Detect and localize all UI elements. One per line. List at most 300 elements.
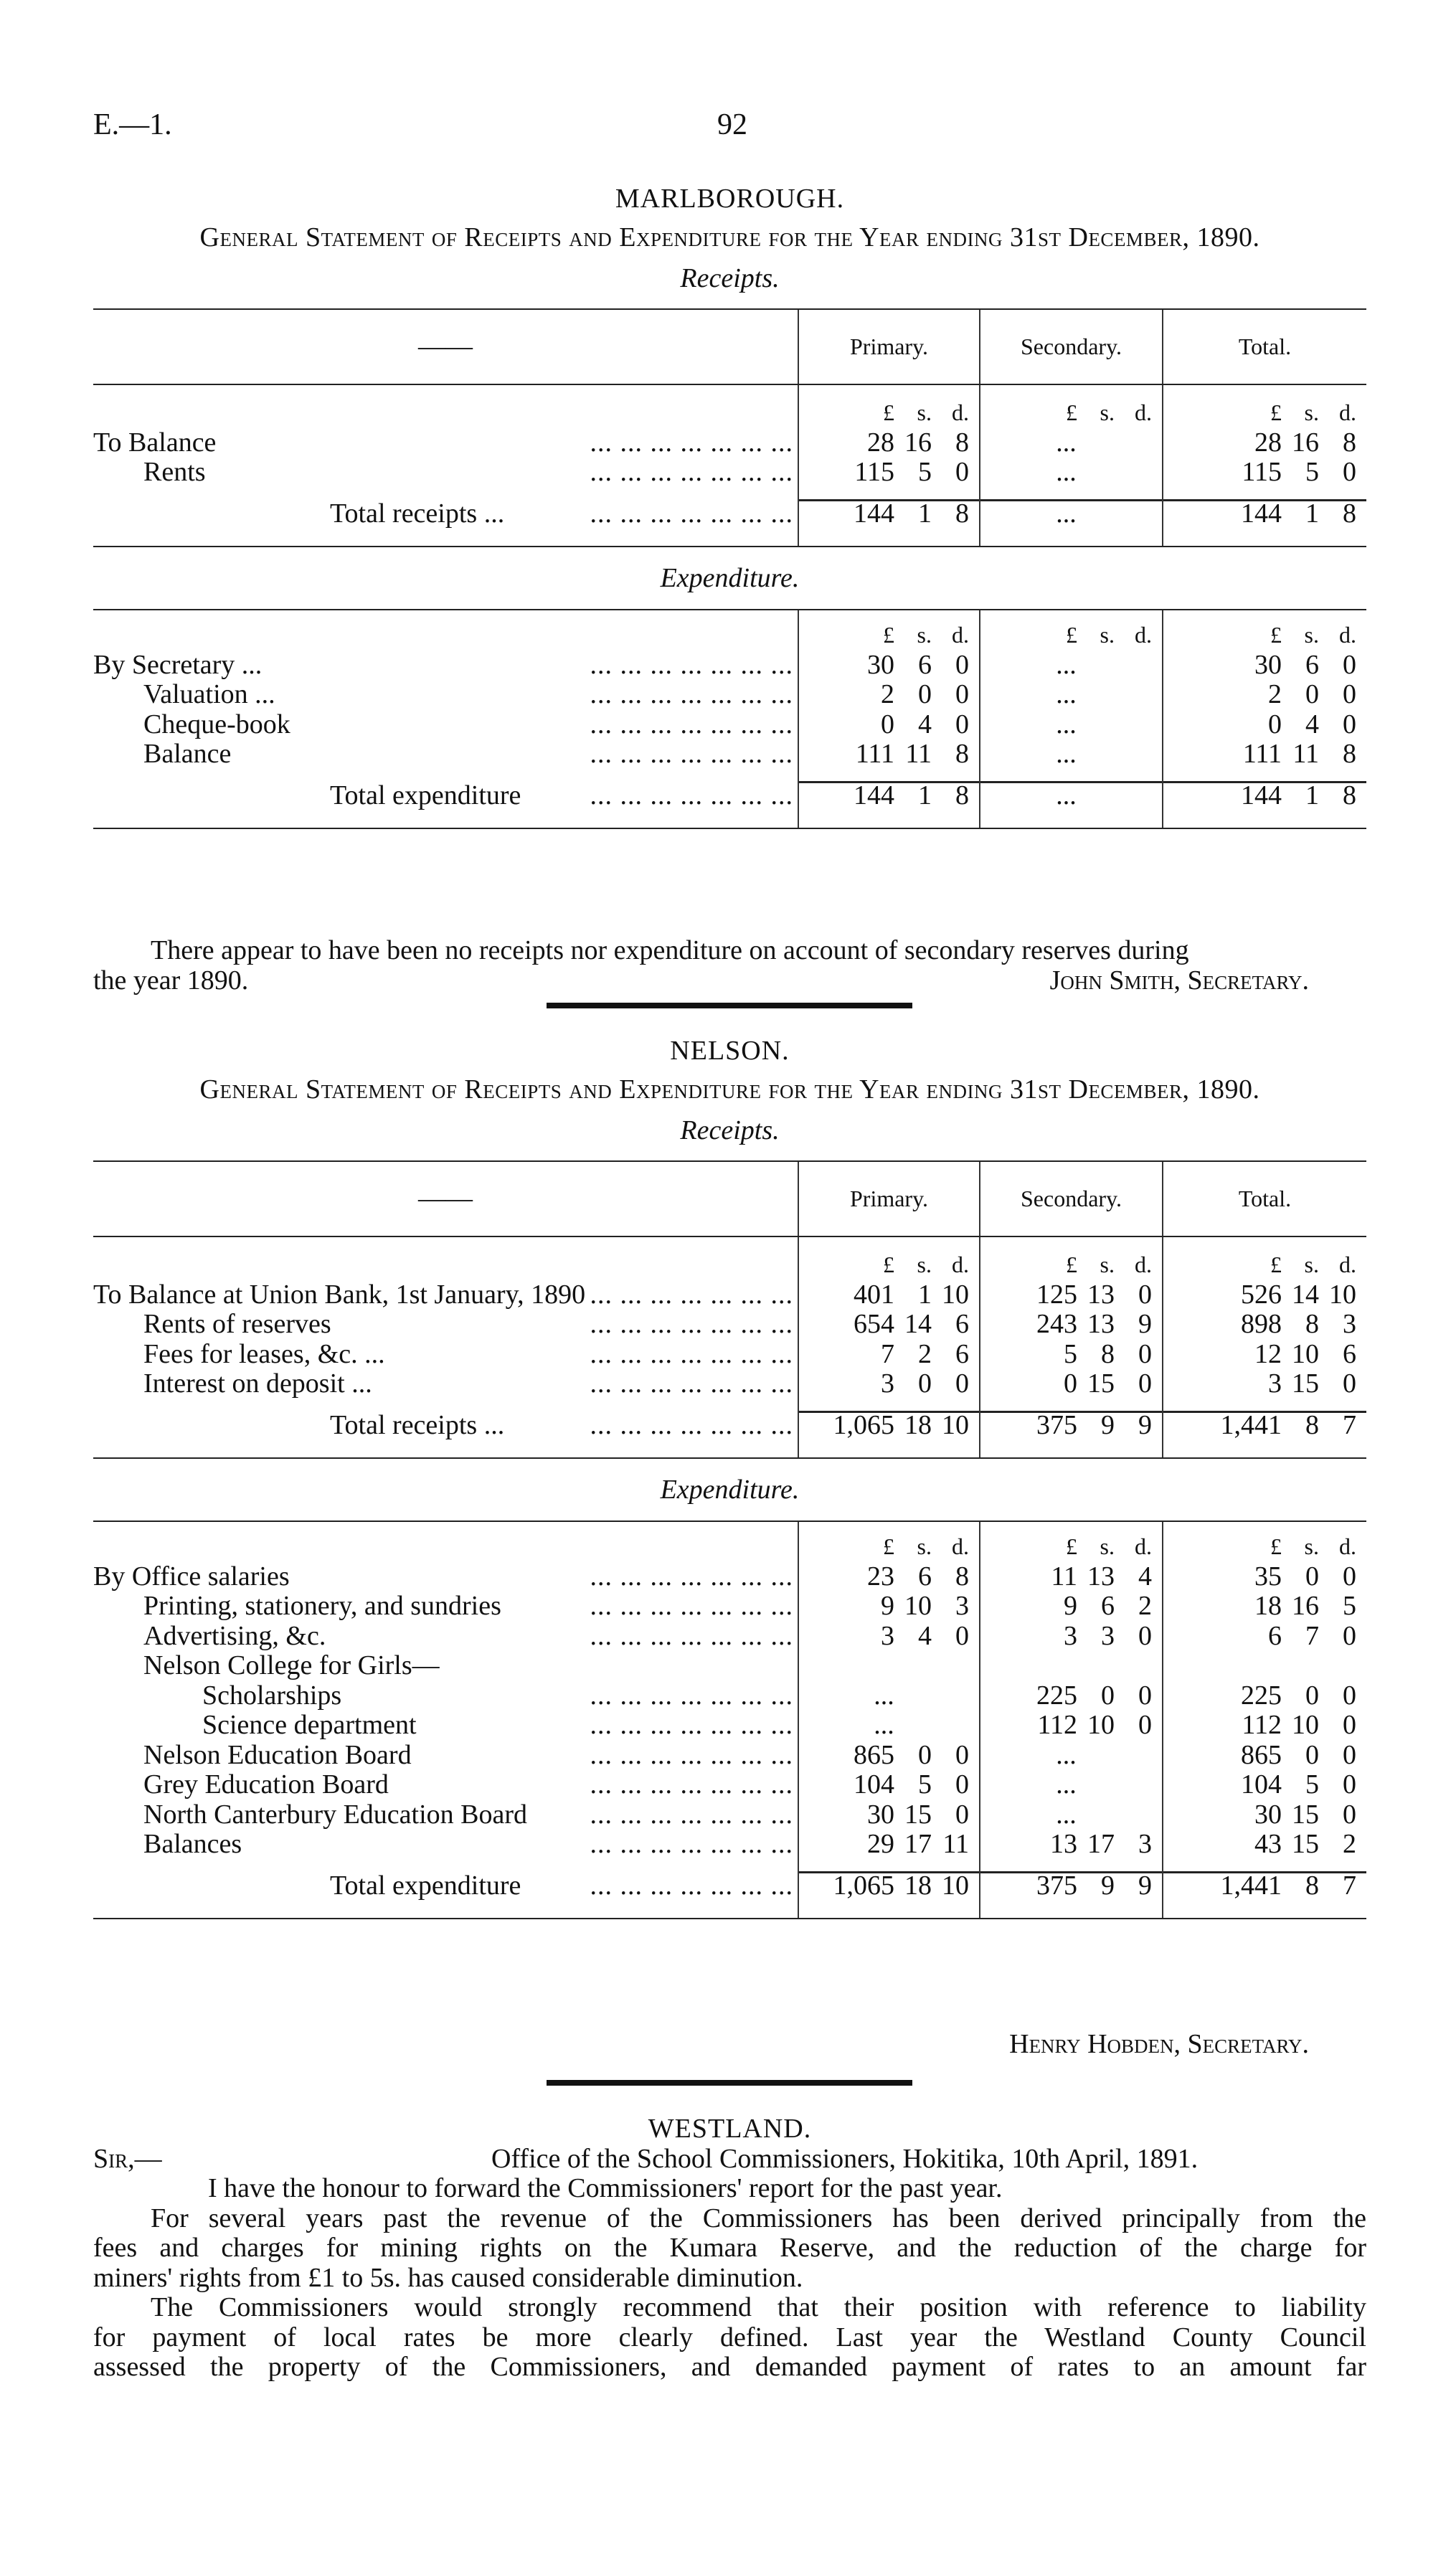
grand-total — [1162, 1411, 1366, 1441]
pence-value: 8 — [1343, 498, 1356, 529]
table-row — [93, 1280, 1366, 1310]
currency-heads — [1162, 1250, 1366, 1280]
row-spacer — [93, 1237, 1366, 1250]
secondary-amount — [979, 651, 1162, 681]
pounds-value: 225 — [1036, 1680, 1077, 1711]
nelson-section — [93, 1033, 1366, 1919]
currency-head: s. — [1100, 1533, 1115, 1559]
currency-header-row — [93, 620, 1366, 651]
pence-value: 8 — [1343, 780, 1356, 810]
empty-value: ... — [1056, 1769, 1077, 1800]
currency-head: £ — [883, 399, 894, 425]
empty-value: ... — [1056, 780, 1077, 810]
row-label-text: Science department — [202, 1711, 417, 1740]
row-label-text: By Office salaries — [93, 1561, 290, 1592]
statement-subtitle: General Statement of Receipts and Expenditure for the Year ending 31st December, 1890. — [199, 1074, 1260, 1105]
leader-dots — [585, 1280, 798, 1310]
total-amount — [1162, 1562, 1366, 1592]
currency-heads — [1162, 398, 1366, 428]
row-spacer — [93, 810, 1366, 828]
column-header-row — [93, 1162, 1366, 1236]
row-label-text: Valuation ... — [143, 680, 275, 709]
pounds-value: 28 — [1254, 427, 1282, 458]
pence-value: 0 — [1343, 457, 1356, 487]
section-divider — [547, 2080, 912, 2086]
currency-header-row — [93, 1532, 1366, 1562]
document-reference: E.—1. — [93, 108, 172, 141]
shillings-value: 9 — [1101, 1409, 1115, 1440]
pence-value: 3 — [1343, 1309, 1356, 1339]
letter-line: I have the honour to forward the Commissioners' report for the past year. — [208, 2173, 1003, 2203]
total-amount — [1162, 710, 1366, 740]
pence-value: 6 — [1343, 1338, 1356, 1369]
row-label — [93, 710, 798, 740]
grand-total — [1162, 1871, 1366, 1901]
pence-value: 0 — [955, 457, 969, 487]
column-divider — [798, 385, 979, 398]
pounds-value: 29 — [867, 1829, 894, 1859]
primary-amount — [798, 710, 979, 740]
total-row — [93, 499, 1366, 529]
pence-value: 10 — [1329, 1279, 1356, 1310]
shillings-value: 15 — [1087, 1368, 1115, 1399]
table-row — [93, 1369, 1366, 1399]
pence-value: 9 — [1138, 1870, 1152, 1901]
currency-head: s. — [1304, 1252, 1319, 1277]
leader-dots — [527, 1800, 798, 1830]
currency-head: s. — [1304, 622, 1319, 648]
currency-head: £ — [1270, 1252, 1282, 1277]
shillings-value: 6 — [918, 649, 932, 680]
pence-value: 5 — [1343, 1591, 1356, 1621]
shillings-value: 0 — [1101, 1680, 1115, 1711]
row-label — [93, 1711, 798, 1741]
column-divider — [979, 385, 1162, 398]
primary-amount — [798, 1800, 979, 1830]
empty-value: ... — [1056, 498, 1077, 529]
row-label-text: Advertising, &c. — [143, 1621, 326, 1651]
total-label-text: Total receipts ... — [330, 498, 505, 529]
row-label-text: Rents of reserves — [143, 1310, 331, 1339]
pence-value: 0 — [1343, 1739, 1356, 1770]
total-label-text: Total expenditure — [330, 1871, 521, 1901]
page-number: 92 — [717, 108, 747, 141]
column-divider — [798, 1901, 979, 1918]
pounds-value: 9 — [1064, 1591, 1077, 1621]
currency-head: £ — [1270, 399, 1282, 425]
leader-dots — [521, 1871, 798, 1901]
pounds-value: 35 — [1254, 1561, 1282, 1592]
table-row — [93, 1310, 1366, 1340]
row-label — [93, 1280, 798, 1310]
total-column-head: Total. — [1162, 310, 1366, 384]
total-label — [93, 499, 798, 529]
secondary-amount — [979, 710, 1162, 740]
total-amount — [1162, 1280, 1366, 1310]
shillings-value: 13 — [1087, 1309, 1115, 1339]
currency-heads — [798, 620, 979, 651]
shillings-value: 1 — [1305, 780, 1319, 810]
pence-value: 0 — [1138, 1368, 1152, 1399]
secondary-column-head: Secondary. — [979, 310, 1162, 384]
table-bottom-rule — [93, 1918, 1366, 1919]
empty-value: ... — [874, 1680, 894, 1711]
pence-value: 6 — [955, 1338, 969, 1369]
table-row — [93, 651, 1366, 681]
pounds-value: 5 — [1064, 1338, 1077, 1369]
leader-dots — [501, 1592, 798, 1622]
row-label — [93, 680, 798, 710]
pence-value: 0 — [1343, 679, 1356, 709]
currency-head: s. — [1100, 399, 1115, 425]
currency-head: d. — [1339, 1252, 1356, 1277]
row-label — [93, 1340, 798, 1370]
shillings-value: 3 — [1101, 1620, 1115, 1651]
pence-value: 0 — [955, 679, 969, 709]
currency-heads — [979, 620, 1162, 651]
spacer — [93, 385, 798, 398]
row-label — [93, 428, 798, 458]
currency-head: s. — [1304, 399, 1319, 425]
shillings-value: 5 — [918, 457, 932, 487]
shillings-value: 15 — [1292, 1368, 1319, 1399]
pounds-value: 2 — [1268, 679, 1282, 709]
shillings-value: 16 — [1292, 1591, 1319, 1621]
row-label-text: Nelson College for Girls— — [143, 1651, 440, 1680]
total-amount — [1162, 651, 1366, 681]
pence-value: 2 — [1138, 1591, 1152, 1621]
shillings-value: 2 — [918, 1338, 932, 1369]
shillings-value: 5 — [1305, 457, 1319, 487]
shillings-value: 1 — [918, 1279, 932, 1310]
pounds-value: 144 — [854, 780, 894, 810]
pounds-value: 30 — [1254, 1799, 1282, 1830]
marlborough-section — [93, 181, 1366, 829]
letter-line: The Commissioners would strongly recommend that their position with reference to liability — [151, 2292, 1366, 2322]
label-column-head: —— — [418, 1183, 473, 1214]
pounds-value: 1,065 — [833, 1870, 894, 1901]
primary-amount — [798, 1562, 979, 1592]
pounds-value: 898 — [1241, 1309, 1282, 1339]
currency-heads — [798, 398, 979, 428]
row-label-text: Scholarships — [202, 1680, 342, 1711]
total-amount — [1162, 458, 1366, 488]
pounds-value: 111 — [855, 739, 894, 769]
pounds-value: 0 — [1268, 709, 1282, 739]
total-amount — [1162, 428, 1366, 458]
row-spacer — [93, 1901, 1366, 1918]
primary-amount — [798, 458, 979, 488]
secondary-column-head: Secondary. — [979, 1162, 1162, 1236]
grand-total — [1162, 499, 1366, 529]
expenditure-heading: Expenditure. — [660, 563, 800, 593]
shillings-value: 15 — [904, 1799, 932, 1830]
secondary-amount — [979, 458, 1162, 488]
secondary-amount — [979, 1770, 1162, 1800]
spacer — [93, 810, 798, 828]
pounds-value: 375 — [1036, 1870, 1077, 1901]
pence-value: 3 — [955, 1591, 969, 1621]
expenditure-heading: Expenditure. — [660, 1475, 800, 1505]
letter-line: for payment of local rates be more clearly defined. Last year the Westland County Council — [93, 2322, 1366, 2352]
pounds-value: 1,441 — [1220, 1870, 1282, 1901]
table-row — [93, 1741, 1366, 1771]
spacer — [93, 1901, 798, 1918]
currency-heads — [1162, 620, 1366, 651]
secondary-amount — [979, 1800, 1162, 1830]
column-divider — [1162, 1860, 1366, 1871]
pence-value: 0 — [1343, 709, 1356, 739]
column-divider — [1162, 1440, 1366, 1457]
letter-line: assessed the property of the Commissioners, and demanded payment of rates to an amount far — [93, 2352, 1366, 2382]
pence-value: 0 — [1138, 1710, 1152, 1740]
primary-amount — [798, 739, 979, 770]
pounds-value: 243 — [1036, 1309, 1077, 1339]
pounds-value: 401 — [854, 1279, 894, 1310]
secondary-amount — [979, 1562, 1162, 1592]
pence-value: 0 — [1343, 1680, 1356, 1711]
primary-total — [798, 781, 979, 811]
row-spacer — [93, 610, 1366, 620]
receipts-heading: Receipts. — [680, 1115, 780, 1145]
shillings-value: 13 — [1087, 1279, 1115, 1310]
row-spacer — [93, 1522, 1366, 1532]
currency-heads — [1162, 1532, 1366, 1562]
currency-heads — [979, 1250, 1162, 1280]
row-label — [93, 1770, 798, 1800]
total-amount — [1162, 1800, 1366, 1830]
westland-section — [93, 2114, 1366, 2383]
column-divider — [979, 1399, 1162, 1411]
secondary-amount — [979, 680, 1162, 710]
shillings-value: 4 — [1305, 709, 1319, 739]
pounds-value: 12 — [1254, 1338, 1282, 1369]
spacer — [93, 1237, 798, 1250]
currency-head: s. — [1304, 1533, 1319, 1559]
row-label-text: Printing, stationery, and sundries — [143, 1592, 501, 1621]
pounds-value: 2 — [881, 679, 894, 709]
pounds-value: 1,441 — [1220, 1409, 1282, 1440]
empty-value: ... — [874, 1710, 894, 1740]
table-row — [93, 1681, 1366, 1711]
pounds-value: 0 — [1064, 1368, 1077, 1399]
currency-header-row — [93, 398, 1366, 428]
pounds-value: 144 — [854, 498, 894, 529]
section-title: WESTLAND. — [648, 2114, 812, 2144]
leader-dots — [242, 1830, 798, 1860]
currency-head: d. — [1339, 622, 1356, 648]
total-amount — [1162, 680, 1366, 710]
currency-head: £ — [883, 622, 894, 648]
shillings-value: 18 — [904, 1870, 932, 1901]
secondary-total — [979, 1871, 1162, 1901]
total-amount — [1162, 1340, 1366, 1370]
secondary-total — [979, 499, 1162, 529]
primary-total — [798, 499, 979, 529]
pence-value: 0 — [1138, 1279, 1152, 1310]
letter-line: fees and charges for mining rights on the Kumara Reserve, and the reduction of the charge for — [93, 2233, 1366, 2263]
pence-value: 0 — [955, 1620, 969, 1651]
shillings-value: 8 — [1305, 1870, 1319, 1901]
column-header-row — [93, 310, 1366, 384]
currency-head: £ — [1066, 1533, 1077, 1559]
empty-value: ... — [1056, 427, 1077, 458]
row-label-text: Rents — [143, 458, 206, 487]
column-divider — [979, 1522, 1162, 1532]
total-amount — [1162, 1369, 1366, 1399]
currency-head: s. — [917, 622, 932, 648]
column-divider — [979, 1440, 1162, 1457]
signature: John Smith, Secretary. — [1049, 965, 1309, 996]
pence-value: 7 — [1343, 1870, 1356, 1901]
spacer — [93, 1440, 798, 1457]
primary-total — [798, 1411, 979, 1441]
pence-value: 2 — [1343, 1829, 1356, 1859]
empty-value: ... — [1056, 709, 1077, 739]
shillings-value: 7 — [1305, 1620, 1319, 1651]
secondary-amount — [979, 1681, 1162, 1711]
pence-value: 0 — [1343, 1620, 1356, 1651]
currency-heads — [979, 398, 1162, 428]
secondary-amount — [979, 1310, 1162, 1340]
currency-head: d. — [1135, 1533, 1152, 1559]
row-label — [93, 651, 798, 681]
pounds-value: 3 — [881, 1368, 894, 1399]
shillings-value: 5 — [918, 1769, 932, 1800]
total-column-head: Total. — [1162, 1162, 1366, 1236]
label-column-head: —— — [418, 331, 473, 361]
grand-total — [1162, 781, 1366, 811]
secondary-amount — [979, 1622, 1162, 1652]
pence-value: 0 — [1343, 1368, 1356, 1399]
secondary-amount — [979, 428, 1162, 458]
shillings-value: 6 — [1101, 1591, 1115, 1621]
shillings-value: 0 — [918, 1739, 932, 1770]
row-label-text: Nelson Education Board — [143, 1740, 412, 1770]
pence-value: 9 — [1138, 1309, 1152, 1339]
column-divider — [1162, 1399, 1366, 1411]
spacer — [93, 488, 798, 499]
pounds-value: 104 — [854, 1769, 894, 1800]
pounds-value: 111 — [1242, 739, 1282, 769]
row-label-text: To Balance at Union Bank, 1st January, 1890 — [93, 1280, 586, 1310]
primary-amount — [798, 1651, 979, 1681]
row-spacer — [93, 1399, 1366, 1411]
currency-head: d. — [1339, 399, 1356, 425]
shillings-value: 0 — [1305, 679, 1319, 709]
table-row — [93, 1800, 1366, 1830]
primary-amount — [798, 1622, 979, 1652]
currency-head: £ — [1066, 399, 1077, 425]
pence-value: 7 — [1343, 1409, 1356, 1440]
shillings-value: 10 — [904, 1591, 932, 1621]
total-label — [93, 781, 798, 811]
pence-value: 0 — [955, 709, 969, 739]
signature: Henry Hobden, Secretary. — [1009, 2029, 1309, 2059]
shillings-value: 15 — [1292, 1829, 1319, 1859]
currency-head: s. — [1100, 622, 1115, 648]
row-spacer — [93, 385, 1366, 398]
primary-amount — [798, 680, 979, 710]
shillings-value: 18 — [904, 1409, 932, 1440]
table-row — [93, 458, 1366, 488]
column-divider — [798, 1237, 979, 1250]
leader-dots — [341, 1681, 798, 1711]
leader-dots — [521, 781, 798, 811]
pounds-value: 144 — [1241, 498, 1282, 529]
primary-amount — [798, 1770, 979, 1800]
row-label — [93, 1310, 798, 1340]
empty-value: ... — [1056, 457, 1077, 487]
letter-line: miners' rights from £1 to 5s. has caused considerable diminution. — [93, 2262, 803, 2293]
pence-value: 8 — [955, 427, 969, 458]
row-spacer — [93, 488, 1366, 499]
column-divider — [798, 1522, 979, 1532]
pence-value: 0 — [955, 649, 969, 680]
total-amount — [1162, 1681, 1366, 1711]
pence-value: 8 — [955, 1561, 969, 1592]
secondary-amount — [979, 1741, 1162, 1771]
pounds-value: 104 — [1241, 1769, 1282, 1800]
pounds-value: 23 — [867, 1561, 894, 1592]
secondary-amount — [979, 1651, 1162, 1681]
shillings-value: 16 — [1292, 427, 1319, 458]
table-row — [93, 710, 1366, 740]
pounds-value: 144 — [1241, 780, 1282, 810]
column-divider — [798, 488, 979, 499]
shillings-value: 1 — [1305, 498, 1319, 529]
currency-header-row — [93, 1250, 1366, 1280]
expenditure-table — [93, 1521, 1366, 1919]
column-divider — [1162, 610, 1366, 620]
secondary-amount — [979, 1280, 1162, 1310]
shillings-value: 10 — [1292, 1338, 1319, 1369]
note-line: the year 1890. — [93, 965, 249, 996]
letter-address: Office of the School Commissioners, Hokitika, 10th April, 1891. — [491, 2143, 1199, 2174]
section-title: NELSON. — [670, 1036, 790, 1066]
primary-amount — [798, 1592, 979, 1622]
column-divider — [1162, 1237, 1366, 1250]
column-divider — [979, 1901, 1162, 1918]
leader-dots — [504, 1411, 798, 1441]
section-divider — [547, 1003, 912, 1008]
table-row — [93, 1711, 1366, 1741]
pence-value: 0 — [955, 1739, 969, 1770]
shillings-value: 11 — [1292, 739, 1319, 769]
currency-head: d. — [952, 622, 969, 648]
pence-value: 0 — [1138, 1680, 1152, 1711]
leader-dots — [372, 1369, 798, 1399]
receipts-heading: Receipts. — [680, 263, 780, 293]
secondary-total — [979, 781, 1162, 811]
shillings-value: 6 — [1305, 649, 1319, 680]
pence-value: 0 — [955, 1368, 969, 1399]
pounds-value: 115 — [1242, 457, 1282, 487]
primary-amount — [798, 1711, 979, 1741]
primary-amount — [798, 1310, 979, 1340]
pounds-value: 18 — [1254, 1591, 1282, 1621]
column-divider — [798, 610, 979, 620]
secondary-amount — [979, 739, 1162, 770]
pence-value: 9 — [1138, 1409, 1152, 1440]
shillings-value: 13 — [1087, 1561, 1115, 1592]
shillings-value: 4 — [918, 1620, 932, 1651]
pounds-value: 112 — [1242, 1710, 1282, 1740]
pence-value: 0 — [1343, 1561, 1356, 1592]
spacer — [93, 1860, 798, 1871]
column-divider — [1162, 810, 1366, 828]
leader-dots — [290, 710, 798, 740]
